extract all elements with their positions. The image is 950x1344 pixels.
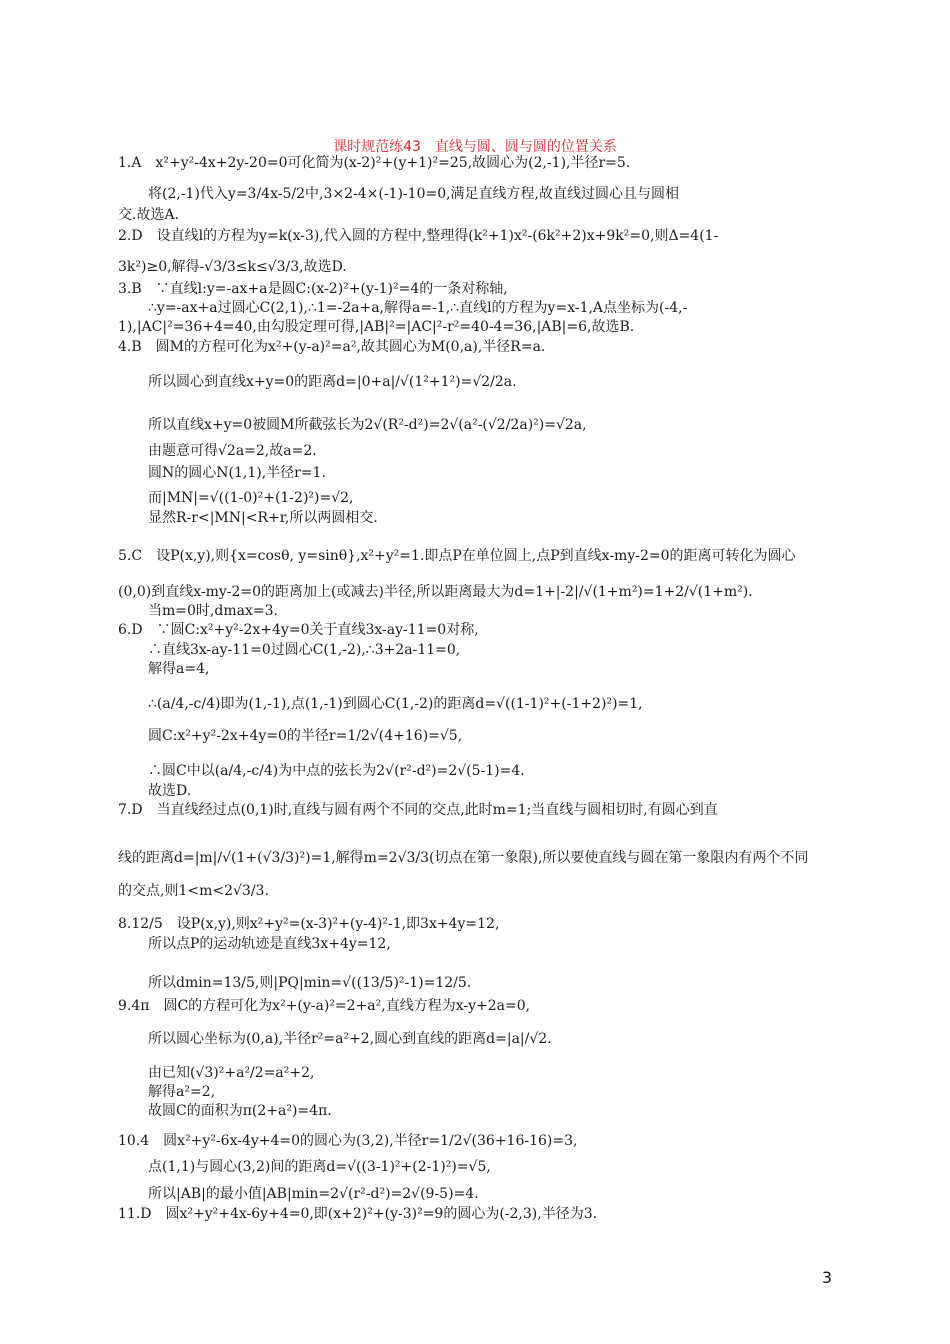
solution-line: 11.D 圆x²+y²+4x-6y+4=0,即(x+2)²+(y-3)²=9的圆心为(-2,3),半径为3.: [118, 1206, 598, 1222]
solution-line: 4.B 圆M的方程可化为x²+(y-a)²=a²,故其圆心为M(0,a),半径R=a.: [118, 339, 546, 355]
solution-line: 线的距离d=|m|/√(1+(√3/3)²)=1,解得m=2√3/3(切点在第一象限),所以要使直线与圆在第一象限内有两个不同: [118, 850, 809, 866]
solution-line: 2.D 设直线l的方程为y=k(x-3),代入圆的方程中,整理得(k²+1)x²-(6k²+2)x+9k²=0,则Δ=4(1-: [118, 228, 719, 244]
solution-line: 解得a=4,: [148, 661, 210, 677]
solution-line: 点(1,1)与圆心(3,2)间的距离d=√((3-1)²+(2-1)²)=√5,: [148, 1159, 491, 1175]
solution-line: ∴圆C中以(a/4,-c/4)为中点的弦长为2√(r²-d²)=2√(5-1)=4.: [148, 763, 525, 779]
solution-line: 将(2,-1)代入y=3/4x-5/2中,3×2-4×(-1)-10=0,满足直线方程,故直线过圆心且与圆相: [148, 186, 680, 202]
solution-line: 3.B ∵直线l:y=-ax+a是圆C:(x-2)²+(y-1)²=4的一条对称轴,: [118, 281, 508, 297]
solution-line: ∴y=-ax+a过圆心C(2,1),∴1=-2a+a,解得a=-1,∴直线l的方程为y=x-1,A点坐标为(-4,-: [148, 300, 688, 316]
solution-line: 所以dmin=13/5,则|PQ|min=√((13/5)²-1)=12/5.: [148, 975, 472, 991]
solution-line: ∴直线3x-ay-11=0过圆心C(1,-2),∴3+2a-11=0,: [148, 642, 461, 658]
page-title: 课时规范练43 直线与圆、圆与圆的位置关系: [333, 139, 617, 155]
solution-line: 8.12/5 设P(x,y),则x²+y²=(x-3)²+(y-4)²-1,即3x+4y=12,: [118, 916, 500, 932]
solution-line: 所以圆心到直线x+y=0的距离d=|0+a|/√(1²+1²)=√2/2a.: [148, 374, 517, 390]
solution-line: 所以|AB|的最小值|AB|min=2√(r²-d²)=2√(9-5)=4.: [148, 1186, 479, 1202]
solution-line: 3k²)≥0,解得-√3/3≤k≤√3/3,故选D.: [118, 259, 347, 275]
solution-line: 9.4π 圆C的方程可化为x²+(y-a)²=2+a²,直线方程为x-y+2a=0,: [118, 998, 531, 1014]
solution-line: 当m=0时,dmax=3.: [148, 603, 278, 619]
solution-line: 故选D.: [148, 783, 192, 799]
solution-line: 由已知(√3)²+a²/2=a²+2,: [148, 1065, 315, 1081]
solution-line: 1),|AC|²=36+4=40,由勾股定理可得,|AB|²=|AC|²-r²=40-4=36,|AB|=6,故选B.: [118, 319, 635, 335]
solution-line: 圆N的圆心N(1,1),半径r=1.: [148, 465, 326, 481]
solution-line: 6.D ∵圆C:x²+y²-2x+4y=0关于直线3x-ay-11=0对称,: [118, 622, 479, 638]
solution-line: 所以点P的运动轨迹是直线3x+4y=12,: [148, 936, 391, 952]
solution-line: 的交点,则1<m<2√3/3.: [118, 883, 269, 899]
solution-line: 由题意可得√2a=2,故a=2.: [148, 443, 317, 459]
page-number: 3: [821, 1268, 832, 1287]
solution-line: (0,0)到直线x-my-2=0的距离加上(或减去)半径,所以距离最大为d=1+|-2|/√(1+m²)=1+2/√(1+m²).: [118, 584, 753, 600]
solution-line: 5.C 设P(x,y),则{x=cosθ, y=sinθ},x²+y²=1.即点P在单位圆上,点P到直线x-my-2=0的距离可转化为圆心: [118, 548, 796, 564]
solution-line: 所以直线x+y=0被圆M所截弦长为2√(R²-d²)=2√(a²-(√2/2a)²)=√2a,: [148, 417, 587, 433]
solution-line: 而|MN|=√((1-0)²+(1-2)²)=√2,: [148, 490, 354, 506]
solution-line: 显然R-r<|MN|<R+r,所以两圆相交.: [148, 510, 378, 526]
solution-line: 交.故选A.: [118, 207, 180, 223]
solution-line: 7.D 当直线经过点(0,1)时,直线与圆有两个不同的交点,此时m=1;当直线与圆相切时,有圆心到直: [118, 802, 718, 818]
solution-line: 1.A x²+y²-4x+2y-20=0可化简为(x-2)²+(y+1)²=25,故圆心为(2,-1),半径r=5.: [118, 155, 631, 171]
solution-line: 故圆C的面积为π(2+a²)=4π.: [148, 1103, 332, 1119]
solution-line: 10.4 圆x²+y²-6x-4y+4=0的圆心为(3,2),半径r=1/2√(36+16-16)=3,: [118, 1133, 578, 1149]
solution-line: 解得a²=2,: [148, 1084, 216, 1100]
solution-line: ∴(a/4,-c/4)即为(1,-1),点(1,-1)到圆心C(1,-2)的距离d=√((1-1)²+(-1+2)²)=1,: [148, 696, 643, 712]
solution-line: 所以圆心坐标为(0,a),半径r²=a²+2,圆心到直线的距离d=|a|/√2.: [148, 1031, 552, 1047]
solution-line: 圆C:x²+y²-2x+4y=0的半径r=1/2√(4+16)=√5,: [148, 728, 463, 744]
